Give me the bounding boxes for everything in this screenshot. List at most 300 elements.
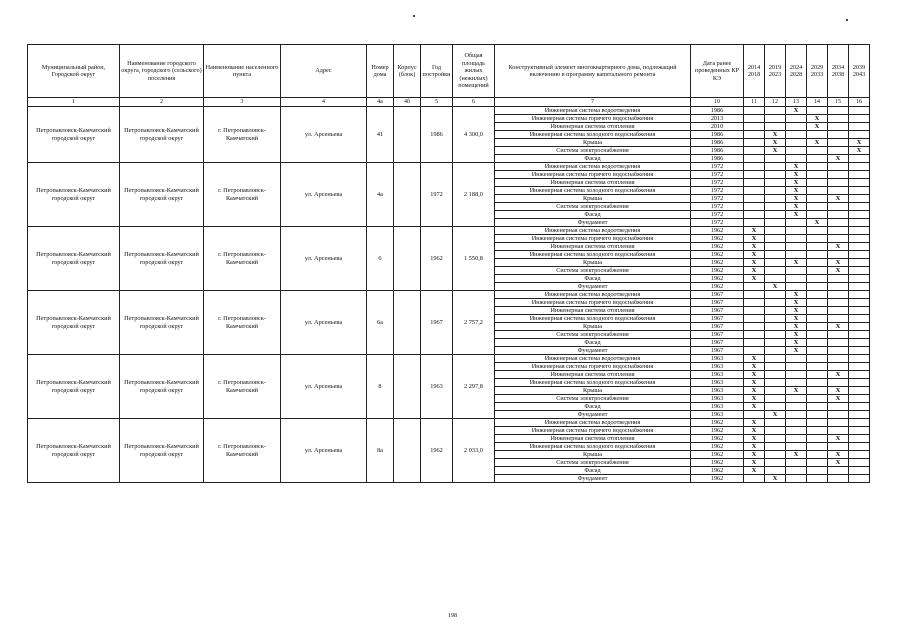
period-mark: X: [765, 475, 786, 483]
period-mark: X: [744, 459, 765, 467]
prior-repair-date: 1962: [691, 227, 744, 235]
period-mark: [807, 163, 828, 171]
period-mark: [765, 187, 786, 195]
period-mark: X: [786, 323, 807, 331]
floor-area: 4 300,0: [453, 107, 495, 163]
structural-element: Крыша: [495, 323, 691, 331]
period-mark: [786, 235, 807, 243]
period-mark: [765, 299, 786, 307]
period-mark: X: [744, 355, 765, 363]
structural-element: Инженерная система водоотведения: [495, 291, 691, 299]
period-mark: [807, 443, 828, 451]
period-mark: X: [849, 139, 870, 147]
period-mark: [765, 251, 786, 259]
prior-repair-date: 2010: [691, 123, 744, 131]
settlement-name: Петропавловск-Камчатский городской округ: [120, 355, 204, 419]
house-number: 6a: [367, 291, 394, 355]
header-period-2014-2018: 2014 2018: [744, 45, 765, 98]
prior-repair-date: 1967: [691, 299, 744, 307]
period-mark: [849, 115, 870, 123]
table-row: [28, 355, 870, 363]
table-row: [28, 291, 870, 299]
prior-repair-date: 1972: [691, 195, 744, 203]
period-mark: [828, 251, 849, 259]
structural-element: Фасад: [495, 211, 691, 219]
period-mark: X: [786, 291, 807, 299]
period-mark: [765, 339, 786, 347]
period-mark: [744, 475, 765, 483]
period-mark: [765, 123, 786, 131]
structural-element: Инженерная система отопления: [495, 123, 691, 131]
prior-repair-date: 1962: [691, 259, 744, 267]
period-mark: X: [744, 435, 765, 443]
table-row: [28, 419, 870, 427]
period-mark: [786, 147, 807, 155]
period-mark: [807, 435, 828, 443]
prior-repair-date: 1967: [691, 307, 744, 315]
period-mark: [807, 427, 828, 435]
structural-element: Фасад: [495, 467, 691, 475]
period-mark: [807, 147, 828, 155]
period-mark: [807, 459, 828, 467]
period-mark: [765, 315, 786, 323]
period-mark: [828, 355, 849, 363]
period-mark: [765, 347, 786, 355]
period-mark: X: [828, 323, 849, 331]
period-mark: X: [786, 187, 807, 195]
scan-speck: [413, 15, 415, 17]
structural-element: Инженерная система водоотведения: [495, 355, 691, 363]
period-mark: [765, 275, 786, 283]
column-number: 3: [204, 98, 281, 107]
period-mark: [765, 355, 786, 363]
structural-element: Инженерная система холодного водоснабжения: [495, 315, 691, 323]
municipal-name: Петропавловск-Камчатский городской округ: [28, 291, 120, 355]
floor-area: 2 033,0: [453, 419, 495, 483]
period-mark: [807, 179, 828, 187]
period-mark: [765, 403, 786, 411]
period-mark: [765, 387, 786, 395]
period-mark: [765, 267, 786, 275]
period-mark: [744, 219, 765, 227]
period-mark: [849, 339, 870, 347]
column-number: 6: [453, 98, 495, 107]
prior-repair-date: 1972: [691, 171, 744, 179]
period-mark: X: [744, 243, 765, 251]
prior-repair-date: 1972: [691, 211, 744, 219]
column-number: 7: [495, 98, 691, 107]
structural-element: Инженерная система водоотведения: [495, 163, 691, 171]
period-mark: [765, 443, 786, 451]
period-mark: [765, 155, 786, 163]
period-mark: X: [828, 259, 849, 267]
period-mark: [765, 211, 786, 219]
year-built: 1972: [421, 163, 453, 227]
period-mark: [849, 347, 870, 355]
prior-repair-date: 1967: [691, 331, 744, 339]
period-mark: [828, 187, 849, 195]
period-mark: [744, 155, 765, 163]
prior-repair-date: 1962: [691, 467, 744, 475]
period-mark: [849, 307, 870, 315]
period-mark: [849, 123, 870, 131]
period-mark: [786, 139, 807, 147]
header-settlement: Наименование городского округа, городского (сельского) поселения: [120, 45, 204, 98]
prior-repair-date: 1972: [691, 179, 744, 187]
period-mark: X: [786, 307, 807, 315]
period-mark: [828, 203, 849, 211]
period-mark: [744, 147, 765, 155]
period-mark: X: [744, 227, 765, 235]
period-mark: [765, 435, 786, 443]
period-mark: [849, 379, 870, 387]
period-mark: [744, 171, 765, 179]
prior-repair-date: 1962: [691, 419, 744, 427]
period-mark: [744, 163, 765, 171]
period-mark: [807, 371, 828, 379]
year-built: 1986: [421, 107, 453, 163]
house-number: 6: [367, 227, 394, 291]
period-mark: [849, 331, 870, 339]
period-mark: [744, 107, 765, 115]
period-mark: [786, 155, 807, 163]
period-mark: [765, 171, 786, 179]
period-mark: [765, 395, 786, 403]
period-mark: [786, 251, 807, 259]
structural-element: Инженерная система холодного водоснабжения: [495, 187, 691, 195]
period-mark: [786, 267, 807, 275]
period-mark: [849, 235, 870, 243]
locality-name: г. Петропавловск-Камчатский: [204, 291, 281, 355]
municipal-name: Петропавловск-Камчатский городской округ: [28, 419, 120, 483]
period-mark: [786, 115, 807, 123]
municipal-name: Петропавловск-Камчатский городской округ: [28, 163, 120, 227]
period-mark: [807, 307, 828, 315]
period-mark: X: [828, 387, 849, 395]
period-mark: [828, 235, 849, 243]
period-mark: X: [786, 195, 807, 203]
structural-element: Инженерная система водоотведения: [495, 107, 691, 115]
period-mark: X: [786, 259, 807, 267]
locality-name: г. Петропавловск-Камчатский: [204, 163, 281, 227]
structural-element: Инженерная система холодного водоснабжения: [495, 251, 691, 259]
period-mark: [828, 275, 849, 283]
period-mark: [786, 283, 807, 291]
prior-repair-date: 1962: [691, 427, 744, 435]
period-mark: [828, 107, 849, 115]
period-mark: [786, 411, 807, 419]
period-mark: [849, 299, 870, 307]
period-mark: X: [849, 147, 870, 155]
structural-element: Инженерная система отопления: [495, 307, 691, 315]
period-mark: X: [744, 275, 765, 283]
period-mark: [765, 195, 786, 203]
prior-repair-date: 2013: [691, 115, 744, 123]
table-row: [28, 163, 870, 171]
structural-element: Инженерная система горячего водоснабжения: [495, 171, 691, 179]
column-number: 4: [281, 98, 367, 107]
period-mark: X: [828, 195, 849, 203]
period-mark: X: [744, 467, 765, 475]
period-mark: [849, 419, 870, 427]
structural-element: Фасад: [495, 339, 691, 347]
column-number: 4б: [394, 98, 421, 107]
period-mark: [849, 275, 870, 283]
header-structural-element: Конструктивный элемент многоквартирного дома, подлежащий включению в программу капитального ремонта: [495, 45, 691, 98]
period-mark: [765, 371, 786, 379]
street-address: ул. Арсеньева: [281, 163, 367, 227]
period-mark: [744, 187, 765, 195]
period-mark: [765, 427, 786, 435]
period-mark: [786, 131, 807, 139]
period-mark: X: [744, 379, 765, 387]
period-mark: [849, 403, 870, 411]
period-mark: [828, 467, 849, 475]
period-mark: [807, 323, 828, 331]
period-mark: [807, 315, 828, 323]
period-mark: [765, 179, 786, 187]
prior-repair-date: 1986: [691, 107, 744, 115]
period-mark: [807, 331, 828, 339]
period-mark: X: [786, 299, 807, 307]
period-mark: [849, 131, 870, 139]
period-mark: [828, 211, 849, 219]
structural-element: Фасад: [495, 155, 691, 163]
prior-repair-date: 1962: [691, 275, 744, 283]
period-mark: [744, 307, 765, 315]
period-mark: [744, 115, 765, 123]
period-mark: X: [744, 443, 765, 451]
period-mark: [828, 347, 849, 355]
period-mark: [786, 435, 807, 443]
year-built: 1962: [421, 227, 453, 291]
period-mark: [786, 363, 807, 371]
period-mark: [828, 163, 849, 171]
floor-area: 2 188,0: [453, 163, 495, 227]
structural-element: Система электроснабжения: [495, 267, 691, 275]
street-address: ул. Арсеньева: [281, 291, 367, 355]
structural-element: Фундамент: [495, 283, 691, 291]
structural-element: Инженерная система отопления: [495, 371, 691, 379]
locality-name: г. Петропавловск-Камчатский: [204, 419, 281, 483]
house-korpus: [394, 107, 421, 163]
period-mark: [786, 219, 807, 227]
period-mark: X: [744, 251, 765, 259]
period-mark: [849, 187, 870, 195]
period-mark: [786, 403, 807, 411]
period-mark: [849, 195, 870, 203]
period-mark: X: [744, 363, 765, 371]
house-korpus: [394, 163, 421, 227]
period-mark: X: [828, 267, 849, 275]
period-mark: [807, 283, 828, 291]
period-mark: [807, 339, 828, 347]
structural-element: Инженерная система горячего водоснабжения: [495, 115, 691, 123]
period-mark: X: [765, 411, 786, 419]
header-prior-repair-date: Дата ранее проведенных КР КЭ: [691, 45, 744, 98]
table-row: [28, 107, 870, 115]
period-mark: X: [765, 283, 786, 291]
period-mark: [828, 147, 849, 155]
period-mark: [744, 331, 765, 339]
prior-repair-date: 1986: [691, 155, 744, 163]
prior-repair-date: 1963: [691, 363, 744, 371]
period-mark: [828, 411, 849, 419]
period-mark: [849, 451, 870, 459]
period-mark: X: [807, 123, 828, 131]
period-mark: X: [744, 419, 765, 427]
capital-repair-table: [27, 44, 870, 483]
period-mark: X: [744, 427, 765, 435]
settlement-name: Петропавловск-Камчатский городской округ: [120, 227, 204, 291]
period-mark: [765, 379, 786, 387]
period-mark: [828, 419, 849, 427]
table-row: [28, 227, 870, 235]
prior-repair-date: 1962: [691, 435, 744, 443]
period-mark: X: [828, 459, 849, 467]
period-mark: [807, 203, 828, 211]
period-mark: [849, 243, 870, 251]
structural-element: Крыша: [495, 139, 691, 147]
period-mark: [807, 187, 828, 195]
period-mark: [744, 131, 765, 139]
period-mark: [786, 427, 807, 435]
prior-repair-date: 1962: [691, 251, 744, 259]
period-mark: [786, 395, 807, 403]
period-mark: [744, 339, 765, 347]
house-number: 8: [367, 355, 394, 419]
structural-element: Фундамент: [495, 219, 691, 227]
period-mark: [828, 131, 849, 139]
structural-element: Инженерная система отопления: [495, 243, 691, 251]
structural-element: Система электроснабжения: [495, 331, 691, 339]
prior-repair-date: 1967: [691, 339, 744, 347]
period-mark: [849, 203, 870, 211]
period-mark: [807, 211, 828, 219]
period-mark: [807, 355, 828, 363]
period-mark: [786, 123, 807, 131]
period-mark: [828, 171, 849, 179]
period-mark: X: [786, 339, 807, 347]
period-mark: X: [744, 387, 765, 395]
period-mark: [807, 275, 828, 283]
table-body: [28, 107, 870, 483]
period-mark: X: [744, 403, 765, 411]
structural-element: Крыша: [495, 195, 691, 203]
prior-repair-date: 1962: [691, 451, 744, 459]
period-mark: [849, 227, 870, 235]
floor-area: 2 757,2: [453, 291, 495, 355]
prior-repair-date: 1963: [691, 403, 744, 411]
period-mark: [807, 259, 828, 267]
prior-repair-date: 1962: [691, 243, 744, 251]
house-korpus: [394, 227, 421, 291]
period-mark: X: [786, 163, 807, 171]
header-row: [28, 45, 870, 98]
prior-repair-date: 1962: [691, 283, 744, 291]
period-mark: X: [744, 267, 765, 275]
period-mark: [807, 467, 828, 475]
period-mark: [765, 203, 786, 211]
column-number: 4a: [367, 98, 394, 107]
period-mark: [765, 459, 786, 467]
header-municipal: Муниципальный район, Городской округ: [28, 45, 120, 98]
period-mark: X: [765, 147, 786, 155]
structural-element: Фундамент: [495, 475, 691, 483]
prior-repair-date: 1962: [691, 443, 744, 451]
period-mark: [828, 291, 849, 299]
period-mark: [807, 243, 828, 251]
period-mark: [765, 235, 786, 243]
header-period-2019-2023: 2019 2023: [765, 45, 786, 98]
period-mark: X: [828, 371, 849, 379]
prior-repair-date: 1963: [691, 411, 744, 419]
period-mark: [828, 403, 849, 411]
period-mark: [828, 379, 849, 387]
settlement-name: Петропавловск-Камчатский городской округ: [120, 107, 204, 163]
year-built: 1963: [421, 355, 453, 419]
period-mark: [807, 171, 828, 179]
period-mark: [849, 371, 870, 379]
period-mark: [849, 355, 870, 363]
street-address: ул. Арсеньева: [281, 107, 367, 163]
structural-element: Система электроснабжения: [495, 395, 691, 403]
period-mark: [765, 107, 786, 115]
period-mark: [828, 283, 849, 291]
period-mark: [744, 323, 765, 331]
settlement-name: Петропавловск-Камчатский городской округ: [120, 419, 204, 483]
period-mark: [828, 339, 849, 347]
prior-repair-date: 1967: [691, 315, 744, 323]
period-mark: [807, 227, 828, 235]
period-mark: [786, 355, 807, 363]
period-mark: [849, 323, 870, 331]
period-mark: [807, 195, 828, 203]
period-mark: [765, 331, 786, 339]
period-mark: [765, 419, 786, 427]
locality-name: г. Петропавловск-Камчатский: [204, 227, 281, 291]
header-address: Адрес: [281, 45, 367, 98]
period-mark: X: [828, 155, 849, 163]
header-area: Общая площадь жилых (нежилых) помещений: [453, 45, 495, 98]
street-address: ул. Арсеньева: [281, 227, 367, 291]
period-mark: [807, 363, 828, 371]
house-korpus: [394, 355, 421, 419]
prior-repair-date: 1972: [691, 203, 744, 211]
period-mark: [849, 459, 870, 467]
period-mark: [744, 411, 765, 419]
prior-repair-date: 1972: [691, 219, 744, 227]
period-mark: [807, 107, 828, 115]
period-mark: [828, 315, 849, 323]
structural-element: Фундамент: [495, 411, 691, 419]
period-mark: [786, 371, 807, 379]
structural-element: Инженерная система горячего водоснабжения: [495, 427, 691, 435]
period-mark: [807, 299, 828, 307]
period-mark: [807, 251, 828, 259]
column-number: 16: [849, 98, 870, 107]
period-mark: [849, 315, 870, 323]
column-number: 10: [691, 98, 744, 107]
settlement-name: Петропавловск-Камчатский городской округ: [120, 291, 204, 355]
house-number: 41: [367, 107, 394, 163]
header-locality: Наименование населенного пункта: [204, 45, 281, 98]
locality-name: г. Петропавловск-Камчатский: [204, 355, 281, 419]
period-mark: [849, 267, 870, 275]
period-mark: X: [828, 435, 849, 443]
house-number: 8a: [367, 419, 394, 483]
header-period-2029-2033: 2029 2033: [807, 45, 828, 98]
